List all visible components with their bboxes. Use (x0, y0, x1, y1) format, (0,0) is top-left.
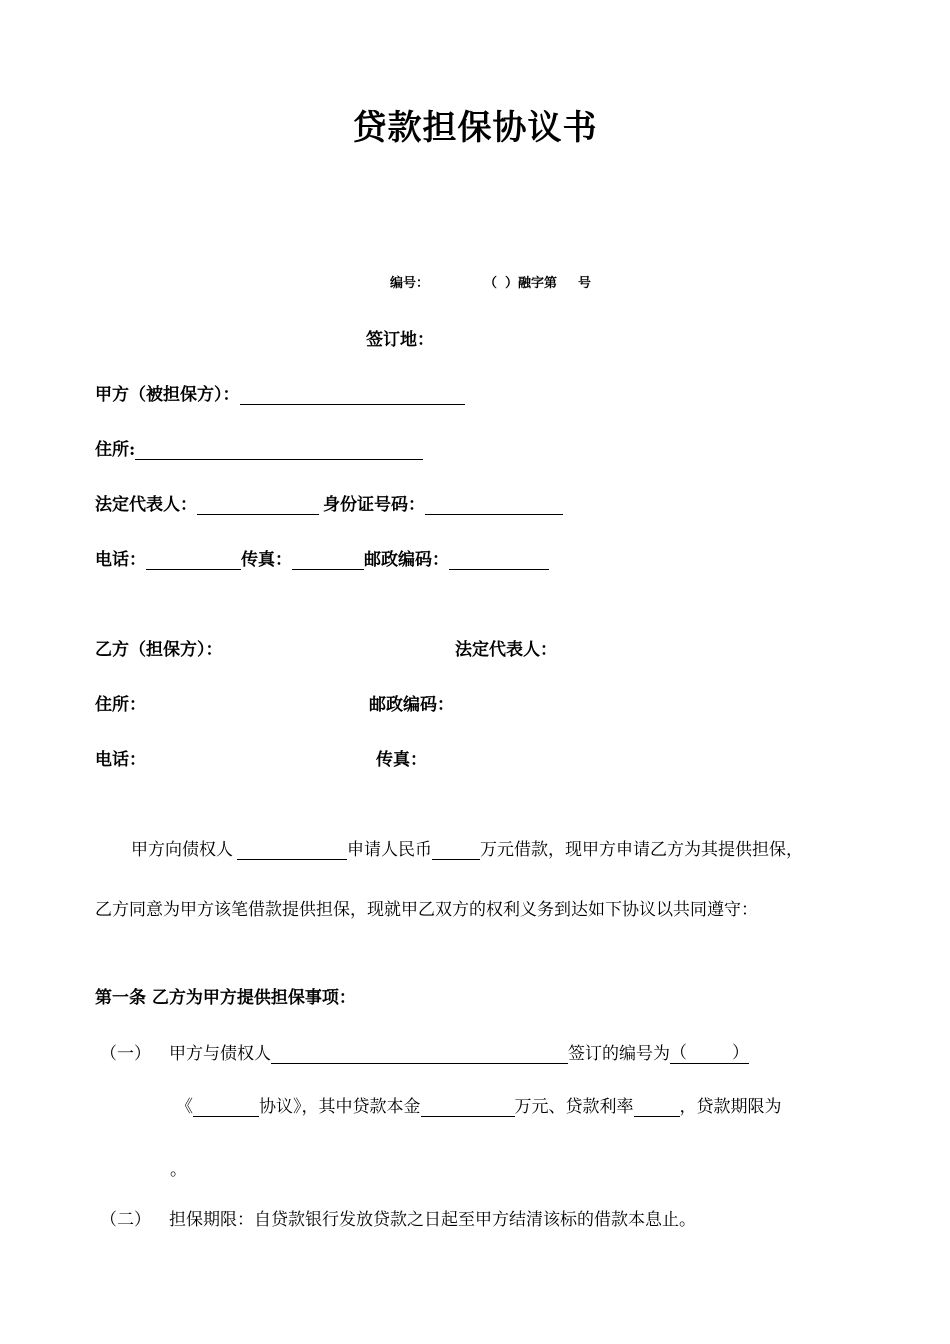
article-1-item-1-number: （一） (100, 1044, 151, 1064)
article-1-item-1-line-1 (100, 1038, 749, 1064)
party-a-fax-label: 传真： (241, 550, 292, 570)
article-1-item-1-l2-part-4: ，贷款期限为 (679, 1097, 782, 1117)
article-1-creditor-field[interactable] (271, 1045, 568, 1064)
party-b-phone-label: 电话： (95, 750, 146, 770)
intro-line-1 (131, 835, 803, 860)
intro-part-1: 甲方向债权人 (131, 840, 233, 860)
party-a-postal-field[interactable] (449, 551, 549, 570)
party-a-contact-row (95, 545, 549, 570)
party-a-phone-field[interactable] (146, 551, 241, 570)
article-1-item-1-l2-part-1: 《 (176, 1097, 193, 1117)
party-b-address-label: 住所： (95, 695, 146, 715)
article-1-item-1-l2-part-2: 协议》，其中贷款本金 (259, 1097, 421, 1117)
document-number-label: 编号： (390, 276, 430, 291)
intro-part-3: 万元借款，现甲方申请乙方为其提供担保， (480, 840, 803, 860)
party-a-address-field[interactable] (135, 441, 423, 460)
document-number-format: ）融字第 (505, 276, 558, 291)
party-a-id-label: 身份证号码： (323, 495, 425, 515)
intro-part-2: 申请人民币 (347, 840, 432, 860)
party-b-postal-label: 邮政编码： (369, 695, 454, 715)
article-1-item-1-part-2: 签订的编号为 (568, 1044, 670, 1064)
document-title: 贷款担保协议书 (352, 108, 598, 148)
article-1-principal-field[interactable] (421, 1098, 515, 1117)
party-b-fax-label: 传真： (376, 750, 427, 770)
article-1-contract-number-field[interactable] (670, 1038, 749, 1064)
intro-creditor-field[interactable] (237, 841, 347, 860)
party-a-rep-row (95, 490, 563, 515)
party-a-fax-field[interactable] (292, 551, 364, 570)
party-a-postal-label: 邮政编码： (364, 550, 449, 570)
party-a-name-label: 甲方（被担保方）： (95, 385, 240, 405)
party-a-id-field[interactable] (425, 496, 563, 515)
intro-line-2: 乙方同意为甲方该笔借款提供担保，现就甲乙双方的权利义务到达如下协议以共同遵守： (95, 900, 758, 920)
article-1-item-1-part-1: 甲方与债权人 (169, 1044, 271, 1064)
party-a-legal-rep-field[interactable] (197, 496, 319, 515)
article-1-item-1-l2-part-3: 万元、贷款利率 (514, 1097, 634, 1117)
party-a-address-row (95, 435, 423, 460)
party-a-address-label: 住所: (95, 440, 136, 460)
party-a-name-field[interactable] (240, 386, 465, 405)
article-1-item-1-line-3: 。 (170, 1160, 187, 1180)
article-1-paren-open: （ (670, 1043, 687, 1063)
article-1-item-1-line-2 (176, 1092, 782, 1117)
article-1-item-2-number: （二） (100, 1210, 151, 1230)
article-1-item-2-text: 担保期限：自贷款银行发放贷款之日起至甲方结清该标的借款本息止。 (169, 1210, 696, 1230)
party-a-name-row (95, 380, 465, 405)
party-b-legal-rep-label: 法定代表人： (455, 640, 557, 660)
party-a-legal-rep-label: 法定代表人： (95, 495, 197, 515)
document-number-suffix: 号 (578, 276, 592, 291)
article-1-interest-rate-field[interactable] (634, 1098, 680, 1117)
party-a-phone-label: 电话： (95, 550, 146, 570)
article-1-agreement-name-field[interactable] (193, 1098, 259, 1117)
intro-amount-field[interactable] (432, 841, 480, 860)
document-number-paren-open: （ (484, 276, 498, 291)
sign-place-label: 签订地： (366, 330, 434, 350)
party-b-name-label: 乙方（担保方）： (95, 640, 223, 660)
article-1-heading: 第一条 乙方为甲方提供担保事项： (95, 988, 356, 1008)
article-1-paren-close: ） (732, 1043, 749, 1063)
article-1-item-2 (100, 1205, 696, 1230)
